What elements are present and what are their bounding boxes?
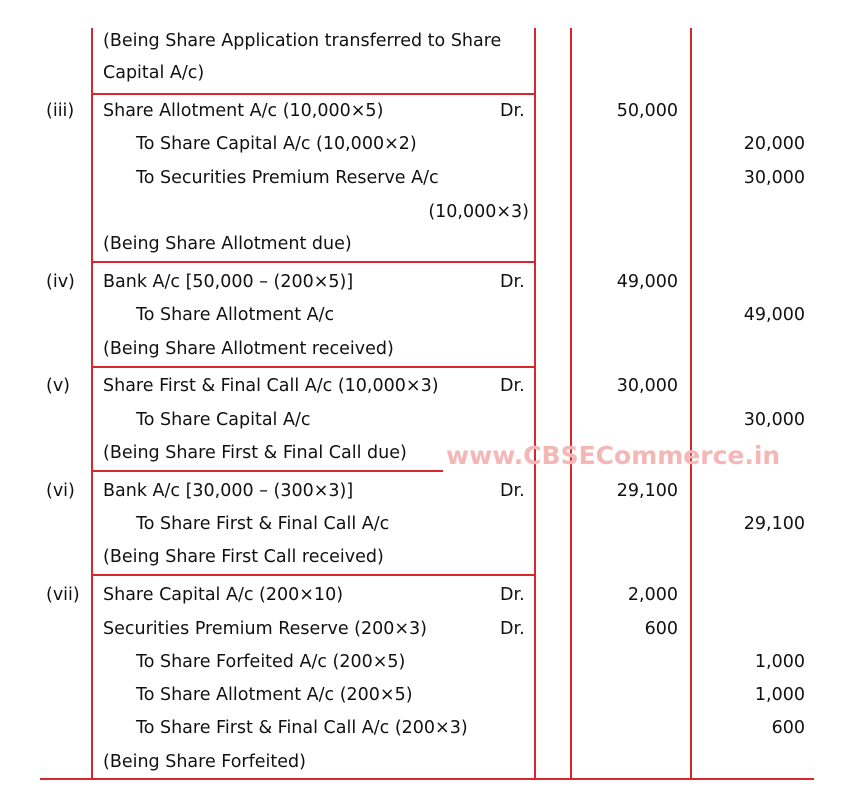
rule-vertical-lf <box>570 28 572 779</box>
particulars-text: To Share Allotment A/c <box>136 305 335 325</box>
particulars-text: Securities Premium Reserve (200×3) <box>103 619 428 639</box>
particulars-text: (Being Share Allotment due) <box>103 234 352 254</box>
credit-amount: 1,000 <box>754 685 805 705</box>
particulars-text: Share First & Final Call A/c (10,000×3) <box>103 376 439 396</box>
particulars-text: To Share First & Final Call A/c <box>136 514 390 534</box>
watermark: www.CBSECommerce.in <box>446 441 781 470</box>
debit-amount: 49,000 <box>616 272 678 292</box>
credit-amount: 30,000 <box>743 168 805 188</box>
particulars-text: To Securities Premium Reserve A/c <box>136 168 439 188</box>
rule-vertical-debit <box>690 28 692 779</box>
debit-amount: 29,100 <box>616 481 678 501</box>
entry-number: (vii) <box>46 585 80 605</box>
rule-vertical-date <box>91 28 93 779</box>
rule-vertical-particulars <box>534 28 536 779</box>
particulars-text: (Being Share Allotment received) <box>103 339 394 359</box>
particulars-text: (Being Share Application transferred to Share <box>103 31 502 51</box>
rule-entry-separator <box>91 574 536 576</box>
dr-marker: Dr. <box>500 481 525 501</box>
particulars-text: To Share First & Final Call A/c (200×3) <box>136 718 468 738</box>
particulars-text: (Being Share First & Final Call due) <box>103 443 407 463</box>
particulars-text: (Being Share Forfeited) <box>103 752 306 772</box>
credit-amount: 1,000 <box>754 652 805 672</box>
debit-amount: 2,000 <box>627 585 678 605</box>
particulars-text: Bank A/c [30,000 – (300×3)] <box>103 481 354 501</box>
entry-number: (iii) <box>46 101 75 121</box>
dr-marker: Dr. <box>500 585 525 605</box>
particulars-text: To Share Capital A/c <box>136 410 311 430</box>
entry-number: (iv) <box>46 272 75 292</box>
dr-marker: Dr. <box>500 272 525 292</box>
rule-entry-separator <box>91 366 536 368</box>
rule-table-bottom <box>40 778 814 780</box>
entry-number: (v) <box>46 376 71 396</box>
credit-amount: 600 <box>771 718 805 738</box>
credit-amount: 20,000 <box>743 134 805 154</box>
dr-marker: Dr. <box>500 619 525 639</box>
debit-amount: 600 <box>644 619 678 639</box>
credit-amount: 30,000 <box>743 410 805 430</box>
rule-entry-separator <box>91 93 536 95</box>
particulars-text: Capital A/c) <box>103 63 205 83</box>
particulars-text: Bank A/c [50,000 – (200×5)] <box>103 272 354 292</box>
particulars-text: (Being Share First Call received) <box>103 547 384 567</box>
debit-amount: 50,000 <box>616 101 678 121</box>
credit-amount: 49,000 <box>743 305 805 325</box>
debit-amount: 30,000 <box>616 376 678 396</box>
dr-marker: Dr. <box>500 376 525 396</box>
entry-number: (vi) <box>46 481 75 501</box>
particulars-text: Share Allotment A/c (10,000×5) <box>103 101 384 121</box>
particulars-text: (10,000×3) <box>428 202 529 222</box>
particulars-text: To Share Allotment A/c (200×5) <box>136 685 413 705</box>
rule-entry-separator <box>91 470 443 472</box>
particulars-text: To Share Forfeited A/c (200×5) <box>136 652 406 672</box>
rule-entry-separator <box>91 261 536 263</box>
particulars-text: Share Capital A/c (200×10) <box>103 585 344 605</box>
credit-amount: 29,100 <box>743 514 805 534</box>
particulars-text: To Share Capital A/c (10,000×2) <box>136 134 417 154</box>
dr-marker: Dr. <box>500 101 525 121</box>
